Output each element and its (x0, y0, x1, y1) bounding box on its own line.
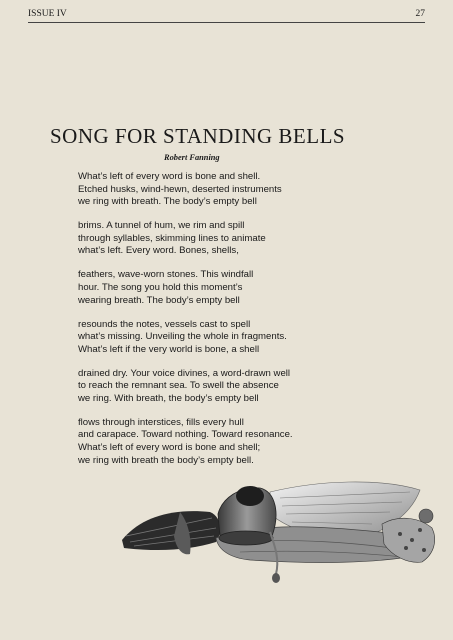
poem-line: feathers, wave-worn stones. This windfall (78, 269, 254, 281)
poem-title: SONG FOR STANDING BELLS (50, 124, 346, 148)
poem-line: What’s left of every word is bone and shell. (78, 171, 261, 182)
page-number: 27 (415, 9, 425, 19)
poem-stanza (78, 220, 378, 258)
poem-line: Etched husks, wind-hewn, deserted instruments (78, 183, 282, 195)
poem-line: drained dry. Your voice divines, a word-drawn well (78, 367, 291, 379)
poem-body (78, 171, 378, 479)
poem-line: what’s missing. Unveiling the whole in fragments. (78, 331, 287, 343)
poem-line: What’s left if the very world is bone, a shell (78, 343, 260, 355)
page-header (28, 9, 425, 23)
poem-stanza (78, 171, 378, 209)
poem-line: hour. The song you hold this moment’s (78, 281, 243, 293)
poem-line: to reach the remnant sea. To swell the absence (78, 380, 279, 392)
bell-icon (218, 486, 280, 583)
poem-line: we ring. With breath, the body’s empty bell (78, 392, 259, 404)
poem-line: through syllables, skimming lines to animate (78, 232, 266, 244)
poem-line: flows through interstices, fills every hull (78, 416, 244, 428)
bell-feather-shell-collage-icon (120, 478, 445, 595)
poem-line: we ring with breath. The body’s empty bell (78, 196, 257, 208)
poem-line: what’s left. Every word. Bones, shells, (78, 245, 239, 257)
issue-label: ISSUE IV (28, 9, 67, 19)
dark-feather-icon (122, 511, 220, 554)
poem-line: resounds the notes, vessels cast to spell (78, 318, 251, 330)
poem-line: brims. A tunnel of hum, we rim and spill (78, 220, 245, 232)
poem-line: wearing breath. The body’s empty bell (78, 294, 240, 306)
poem-stanza (78, 319, 378, 357)
poem-author: Robert Fanning (164, 153, 220, 162)
poem-stanza (78, 417, 378, 467)
poem-stanza (78, 368, 378, 406)
poem-line: What’s left of every word is bone and shell; (78, 442, 261, 454)
poem-line: we ring with breath the body’s empty bell. (78, 454, 254, 466)
poem-line: and carapace. Toward nothing. Toward resonance. (78, 429, 293, 441)
poem-stanza (78, 269, 378, 307)
